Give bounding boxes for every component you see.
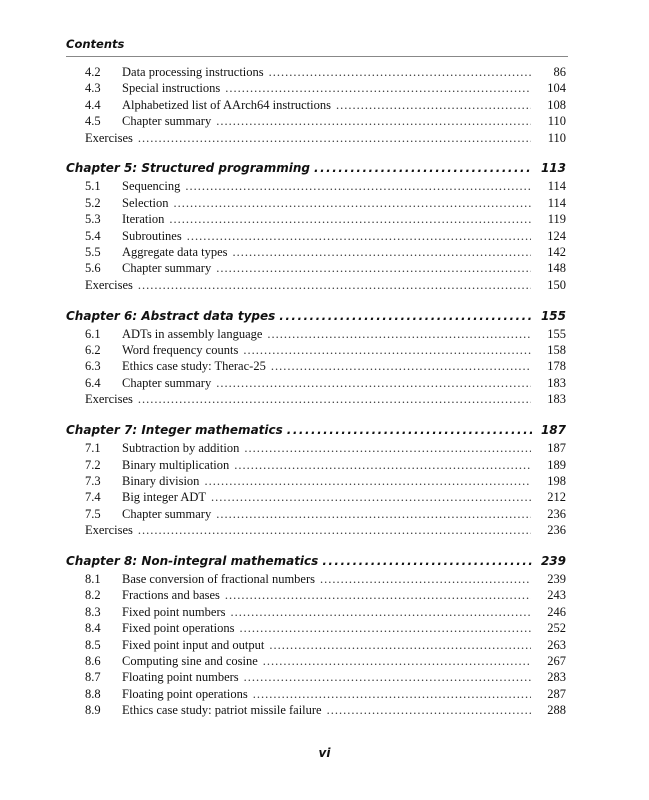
exercises-title: Exercises (85, 130, 133, 145)
dot-leader (244, 440, 531, 456)
page-number: 187 (547, 441, 566, 456)
page-number: 239 (547, 571, 566, 586)
page-number: 189 (547, 457, 566, 472)
section-number: 5.5 (85, 245, 101, 260)
section-number: 8.5 (85, 637, 101, 652)
page-number: 86 (553, 65, 566, 79)
section-title: Special instructions (122, 81, 221, 96)
section-title: Chapter summary (122, 375, 212, 390)
section-number: 4.4 (85, 97, 101, 112)
section-number: 7.4 (85, 490, 101, 505)
section-title: Ethics case study: patriot missile failure (122, 703, 322, 718)
page-number: 124 (547, 228, 566, 243)
dot-leader (253, 686, 531, 702)
section-number: 8.6 (85, 653, 101, 668)
chapter-heading-8[interactable] (66, 551, 566, 571)
section-number: 7.2 (85, 457, 101, 472)
section-title: Subtraction by addition (122, 441, 240, 456)
section-title: Chapter summary (122, 506, 212, 521)
section-number: 8.9 (85, 703, 101, 718)
chapter-heading-5[interactable] (66, 158, 566, 178)
dot-leader (279, 306, 532, 326)
dot-leader (271, 358, 531, 374)
section-title: Word frequency counts (122, 343, 239, 358)
section-title: Floating point operations (122, 686, 248, 701)
page-number: 243 (547, 588, 566, 603)
exercises-title: Exercises (85, 392, 133, 407)
dot-leader (320, 571, 531, 587)
section-title: Fixed point operations (122, 621, 235, 636)
section-number: 8.2 (85, 588, 101, 603)
section-number: 6.1 (85, 326, 101, 341)
toc-entry[interactable] (66, 228, 566, 244)
toc-entry[interactable] (66, 211, 566, 227)
page-number: 158 (547, 343, 566, 358)
toc-entry[interactable] (66, 64, 566, 80)
page-number: 183 (547, 375, 566, 390)
page-number: 246 (547, 604, 566, 619)
dot-leader (211, 489, 531, 505)
toc-entry[interactable] (66, 80, 566, 96)
section-title: Binary division (122, 473, 200, 488)
section-title: Fractions and bases (122, 588, 220, 603)
dot-leader (187, 228, 531, 244)
page-number: 148 (547, 261, 566, 276)
dot-leader (225, 587, 531, 603)
toc-entry[interactable] (66, 669, 566, 685)
toc-entry[interactable] (66, 195, 566, 211)
page-number: 119 (547, 212, 566, 227)
dot-leader (267, 326, 531, 342)
dot-leader (204, 473, 531, 489)
page-number: 288 (547, 703, 566, 718)
section-title: Fixed point numbers (122, 604, 226, 619)
page-number: 155 (540, 308, 566, 323)
page-number: 113 (540, 161, 566, 176)
page-number: 236 (547, 523, 566, 538)
section-title: Floating point numbers (122, 670, 239, 685)
chapter-title: Chapter 5: Structured programming (66, 161, 311, 176)
section-title: Iteration (122, 212, 165, 227)
section-number: 7.5 (85, 506, 101, 521)
dot-leader (174, 195, 531, 211)
toc-entry[interactable] (66, 637, 566, 653)
section-title: Ethics case study: Therac-25 (122, 359, 266, 374)
section-title: Big integer ADT (122, 490, 207, 505)
section-number: 6.3 (85, 359, 101, 374)
toc-entry[interactable] (66, 244, 566, 260)
page-number: 212 (547, 490, 566, 505)
chapter-title: Chapter 8: Non-integral mathematics (66, 553, 319, 568)
toc-entry[interactable] (66, 342, 566, 358)
toc-exercises[interactable] (66, 277, 566, 293)
section-title: Chapter summary (122, 114, 212, 129)
toc-entry[interactable] (66, 620, 566, 636)
dot-leader (240, 620, 532, 636)
dot-leader (327, 702, 531, 718)
toc-entry[interactable] (66, 473, 566, 489)
page-number: 287 (547, 686, 566, 701)
dot-leader (263, 653, 531, 669)
running-header: Contents (66, 37, 568, 57)
page-number: 104 (547, 81, 566, 96)
chapter-title: Chapter 6: Abstract data types (66, 308, 276, 323)
dot-leader (314, 158, 532, 178)
dot-leader (138, 130, 531, 146)
dot-leader (244, 669, 531, 685)
page-number: 178 (547, 359, 566, 374)
page-number: 267 (547, 653, 566, 668)
section-number: 5.1 (85, 179, 101, 194)
page-number: 252 (547, 621, 566, 636)
section-number: 5.6 (85, 261, 101, 276)
section-title: Computing sine and cosine (122, 653, 258, 668)
dot-leader (138, 522, 531, 538)
page-number: 110 (547, 130, 566, 145)
section-number: 6.4 (85, 375, 101, 390)
toc-exercises[interactable] (66, 130, 566, 146)
section-number: 5.2 (85, 195, 101, 210)
page-number: 150 (547, 277, 566, 292)
page-number: 283 (547, 670, 566, 685)
section-number: 5.4 (85, 228, 101, 243)
section-number: 4.2 (85, 65, 101, 79)
toc-entry[interactable] (66, 489, 566, 505)
section-number: 7.1 (85, 441, 101, 456)
dot-leader (269, 637, 531, 653)
section-number: 7.3 (85, 473, 101, 488)
page-number: 110 (547, 114, 566, 129)
toc-exercises[interactable] (66, 391, 566, 407)
page-number: 108 (547, 97, 566, 112)
toc-entry[interactable] (66, 571, 566, 587)
toc-entry[interactable] (66, 457, 566, 473)
section-title: Aggregate data types (122, 245, 228, 260)
dot-leader (185, 178, 531, 194)
dot-leader (216, 506, 531, 522)
table-of-contents (66, 64, 566, 719)
section-title: Subroutines (122, 228, 182, 243)
folio-page-number: vi (318, 746, 331, 760)
page-number: 187 (540, 423, 566, 438)
toc-entry[interactable] (66, 358, 566, 374)
section-title: ADTs in assembly language (122, 326, 263, 341)
dot-leader (138, 391, 531, 407)
dot-leader (138, 277, 531, 293)
section-number: 8.4 (85, 621, 101, 636)
toc-entry[interactable] (66, 260, 566, 276)
section-title: Fixed point input and output (122, 637, 265, 652)
toc-entry[interactable] (66, 686, 566, 702)
toc-exercises[interactable] (66, 522, 566, 538)
chapter-title: Chapter 7: Integer mathematics (66, 423, 283, 438)
dot-leader (230, 604, 531, 620)
page-number: 155 (547, 326, 566, 341)
section-title: Chapter summary (122, 261, 212, 276)
page-number: 114 (547, 195, 566, 210)
dot-leader (322, 551, 532, 571)
exercises-title: Exercises (85, 523, 133, 538)
dot-leader (243, 342, 531, 358)
toc-entry[interactable] (66, 375, 566, 391)
page-number: 183 (547, 392, 566, 407)
page-number: 239 (540, 553, 566, 568)
dot-leader (225, 80, 531, 96)
section-title: Data processing instructions (122, 65, 264, 79)
dot-leader (216, 375, 531, 391)
toc-entry[interactable] (66, 97, 566, 113)
chapter-heading-6[interactable] (66, 306, 566, 326)
toc-entry[interactable] (66, 113, 566, 129)
dot-leader (269, 64, 531, 80)
exercises-title: Exercises (85, 277, 133, 292)
toc-entry[interactable] (66, 506, 566, 522)
chapter-heading-7[interactable] (66, 420, 566, 440)
dot-leader (336, 97, 531, 113)
page-number: 236 (547, 506, 566, 521)
page-number: 114 (547, 179, 566, 194)
section-title: Base conversion of fractional numbers (122, 571, 315, 586)
toc-entry[interactable] (66, 587, 566, 603)
toc-entry[interactable] (66, 326, 566, 342)
section-number: 5.3 (85, 212, 101, 227)
dot-leader (169, 211, 531, 227)
toc-entry[interactable] (66, 178, 566, 194)
dot-leader (216, 113, 531, 129)
toc-entry[interactable] (66, 702, 566, 718)
page-number: 263 (547, 637, 566, 652)
toc-entry[interactable] (66, 440, 566, 456)
section-title: Sequencing (122, 179, 181, 194)
dot-leader (216, 260, 531, 276)
section-number: 6.2 (85, 343, 101, 358)
section-title: Alphabetized list of AArch64 instructions (122, 97, 331, 112)
page-number: 142 (547, 245, 566, 260)
section-number: 8.1 (85, 571, 101, 586)
page-number: 198 (547, 473, 566, 488)
section-number: 8.3 (85, 604, 101, 619)
dot-leader (234, 457, 531, 473)
section-title: Selection (122, 195, 169, 210)
toc-entry[interactable] (66, 604, 566, 620)
toc-entry[interactable] (66, 653, 566, 669)
section-number: 8.8 (85, 686, 101, 701)
dot-leader (233, 244, 531, 260)
section-number: 4.3 (85, 81, 101, 96)
section-number: 8.7 (85, 670, 101, 685)
section-number: 4.5 (85, 114, 101, 129)
section-title: Binary multiplication (122, 457, 230, 472)
dot-leader (287, 420, 532, 440)
